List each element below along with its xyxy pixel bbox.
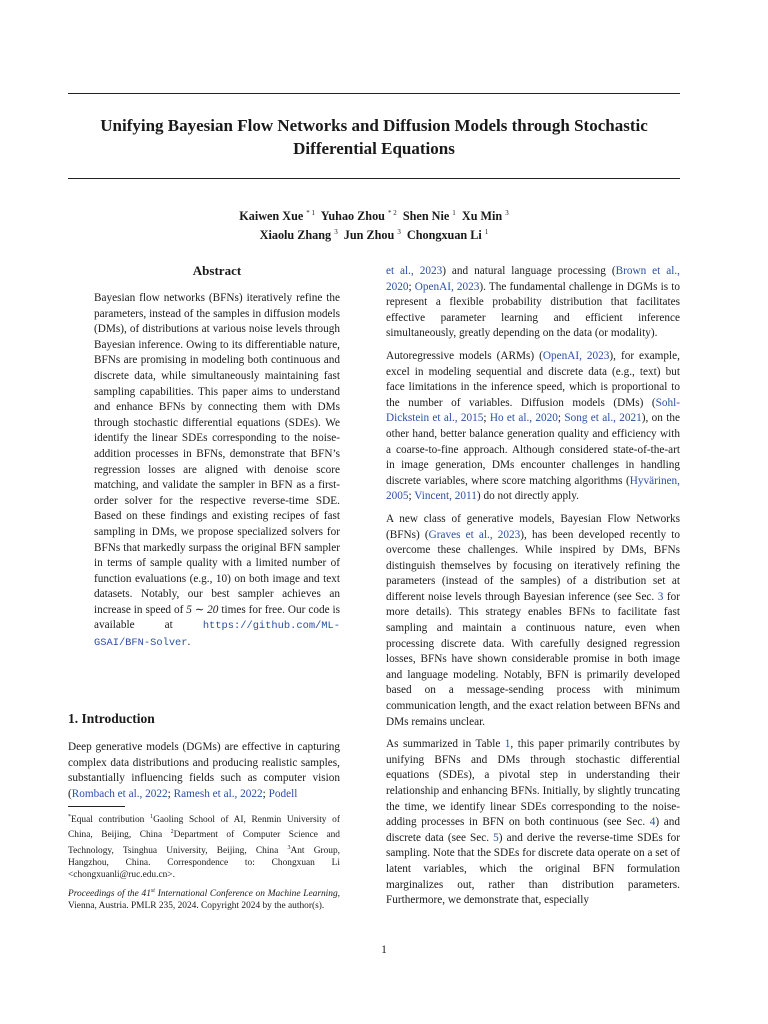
abstract-heading: Abstract (192, 263, 242, 278)
citation-link[interactable]: Sohl-Dickstein et al., 2015 (386, 396, 680, 425)
right-paragraph-1 (386, 264, 680, 342)
speed-range: 5 ∼ 20 (186, 603, 219, 616)
citation-link[interactable]: Ho et al., 2020 (489, 412, 558, 425)
body-text: , this paper primarily contributes by unifying BFNs and DMs through stochastic differential equations (SDEs), a pivotal step in understanding their relationship and enhancing BFNs. Initially, by slightly truncating the time, we identify linear SDEs corresponding to the noise-adding processes in BFN on both continuous (see Sec. (386, 738, 680, 829)
abstract-text: Bayesian flow networks (BFNs) iteratively refine the parameters, instead of the samples in diffusion models (DMs), of distributions at various noise levels through Bayesian inference. Owing to its differentiable nature, BFNs are promising in modeling both continuous and discrete data, while simultaneously maintaining fast sampling capabilities. This paper aims to understand and enhance BFNs by connecting them with DMs through stochastic differential equations (SDEs). We identify the linear SDEs corresponding to the noise-addition processes in BFNs, demonstrate that BFN’s regression losses are aligned with denoise score matching, and validate the sampler in BFN as a first-order solver for the respective reverse-time SDE. Based on these findings and existing recipes of fast sampling in DMs, we propose specialized solvers for BFNs that markedly surpass the original BFN sampler in terms of sample quality with a limited number of function evaluations (e.g., 10) on both image and text datasets. Notably, our best sampler achieves an increase in speed of (94, 292, 340, 616)
right-paragraph-3 (386, 512, 680, 730)
footnote-text: Equal contribution (71, 815, 151, 826)
proceedings-text: International Conference on Machine Learning (154, 889, 338, 900)
author-affiliation: 3 (505, 209, 509, 217)
author-name: Yuhao Zhou (320, 209, 385, 224)
body-text: ), has been developed recently to overcome these challenges. While inspired by DMs, BFNs distinguish themselves by focusing on iteratively refining the parameters (instead of the samples) of a distribution set at different noise levels through Bayesian inference (see Sec. (386, 528, 680, 603)
footnote-rule (68, 806, 125, 807)
body-text: ) and discrete data (see Sec. (386, 816, 681, 844)
author-name: Shen Nie (402, 209, 450, 224)
footnote-text: Ant Group, Hangzhou, China. Correspondence to: Chongxuan Li <chongxuanli@ruc.edu.cn>. (68, 845, 340, 881)
author-list (68, 205, 680, 243)
citation-link[interactable]: Vincent, 2011 (414, 490, 477, 503)
author-affiliation: 1 (484, 228, 489, 237)
citation-link[interactable]: Podell (268, 787, 298, 800)
author-affiliation: * 2 (388, 209, 397, 217)
citation-link[interactable]: Song et al., 2021 (564, 412, 642, 425)
footnote-text: Department of Computer Science and Technology, Tsinghua University, Beijing, China (68, 830, 340, 856)
abstract-end: . (187, 636, 191, 649)
right-paragraph-4 (386, 737, 680, 909)
body-text: for more details). This strategy enables BFNs to facilitate fast sampling and maintain a continuous nature, even when processing discrete data. With carefully designed regression losses, BFNs have shown considerable promise in both image and language modeling. Notably, BFN is primarily developed based on a message-sending process with minimum communication length, and the exact relation between BFNs and DMs remains unclear. (386, 590, 680, 728)
citation-link[interactable]: Hyvärinen, 2005 (386, 474, 680, 503)
separator: ; (262, 787, 269, 800)
abstract-body (94, 291, 340, 652)
page-number: 1 (381, 944, 387, 956)
citation-link[interactable]: OpenAI, 2023 (542, 349, 610, 362)
section-heading-introduction: 1. Introduction (68, 711, 155, 726)
footnote-mark: 3 (287, 844, 291, 851)
proceedings-ordinal: 41 (141, 889, 151, 900)
right-column (386, 264, 680, 916)
title-bottom-rule (68, 178, 680, 179)
body-text: ) do not directly apply. (476, 490, 579, 503)
right-paragraph-2 (386, 349, 680, 505)
body-text: ; (408, 490, 415, 503)
body-text: ; (408, 280, 415, 293)
top-rule (68, 93, 680, 94)
body-text: ). The fundamental challenge in DGMs is to represent a flexible probability distribution that facilitates effective parameter learning and efficient inference simultaneously, greatly depending on the data (or modality). (386, 280, 680, 340)
section-ref-link[interactable]: 5 (493, 831, 499, 844)
footnote-mark: * (68, 814, 71, 820)
proceedings-text: , Vienna, Austria. PMLR 235, 2024. Copyright 2024 by the author(s). (68, 889, 340, 912)
body-text: ; (557, 412, 565, 425)
author-affiliation: 1 (452, 209, 456, 217)
abstract-paragraph (94, 291, 340, 652)
body-text: Autoregressive models (ARMs) ( (386, 349, 543, 362)
footnote (68, 811, 340, 881)
author-affiliation: * 1 (306, 209, 316, 217)
citation-link[interactable]: OpenAI, 2023 (414, 280, 480, 293)
body-text: ), for example, excel in modeling sequential and discrete data (e.g., text) but face limitations in the inference speed, which is proportional to the number of variables. Diffusion models (DMs) ( (386, 349, 680, 409)
body-text: As summarized in Table (386, 738, 505, 751)
footnote-text: Gaoling School of AI, Renmin University of China, Beijing, China (68, 815, 340, 841)
paper-title: Unifying Bayesian Flow Networks and Diffusion Models through Stochastic Differential Equations (100, 116, 648, 158)
abstract-text-mid: times for free. Our code is available at (94, 603, 340, 632)
author-affiliation: 3 (397, 228, 401, 237)
body-text: A new class of generative models, Bayesian Flow Networks (BFNs) ( (386, 512, 680, 541)
code-link[interactable]: https://github.com/ML-GSAI/BFN-Solver (94, 620, 340, 650)
body-text: ), on the other hand, better balance generation quality and efficiency with a coarse-to-fine approach. Although considered state-of-the-art in image generation, DMs encounter challenges in handling discrete variables, where score matching algorithms ( (386, 412, 680, 487)
author-line-2 (68, 224, 680, 243)
citation-link[interactable]: Graves et al., 2023 (428, 528, 521, 541)
citation-link[interactable]: Ramesh et al., 2022 (173, 787, 263, 800)
intro-text: Deep generative models (DGMs) are effective in capturing complex data distributions and producing realistic samples, substantially influencing fields such as computer vision ( (68, 741, 340, 800)
author-line-1 (68, 205, 680, 224)
proceedings-ordinal-suffix: st (150, 888, 155, 894)
separator: ; (167, 787, 174, 800)
section-ref-link[interactable]: 4 (649, 816, 656, 829)
author-name: Xiaolu Zhang (259, 228, 332, 243)
author-affiliation: 3 (334, 228, 338, 237)
citation-link[interactable]: Brown et al., 2020 (386, 265, 680, 293)
citation-link[interactable]: et al., 2023 (386, 265, 443, 277)
section-ref-link[interactable]: 3 (657, 590, 664, 603)
body-text: ; (483, 412, 490, 425)
author-name: Xu Min (461, 209, 503, 224)
author-name: Jun Zhou (343, 228, 395, 243)
author-name: Chongxuan Li (406, 228, 482, 243)
intro-paragraph (68, 740, 340, 802)
body-text: ) and derive the reverse-time SDEs for sampling. Note that the SDEs for discrete data operate on a set of latent variables, which the original BFN formulation marginalizes out, rather than distribution parameters. Furthermore, we demonstrate that, especially (386, 831, 680, 907)
body-text: ) and natural language processing ( (442, 265, 616, 277)
author-name: Kaiwen Xue (239, 209, 304, 224)
proceedings-text: Proceedings of the (68, 889, 142, 900)
citation-link[interactable]: Rombach et al., 2022 (71, 787, 168, 800)
proceedings-note (68, 885, 340, 913)
footnote-mark: 1 (150, 814, 154, 820)
footnote-mark: 2 (170, 829, 174, 836)
table-ref-link[interactable]: 1 (504, 738, 511, 751)
